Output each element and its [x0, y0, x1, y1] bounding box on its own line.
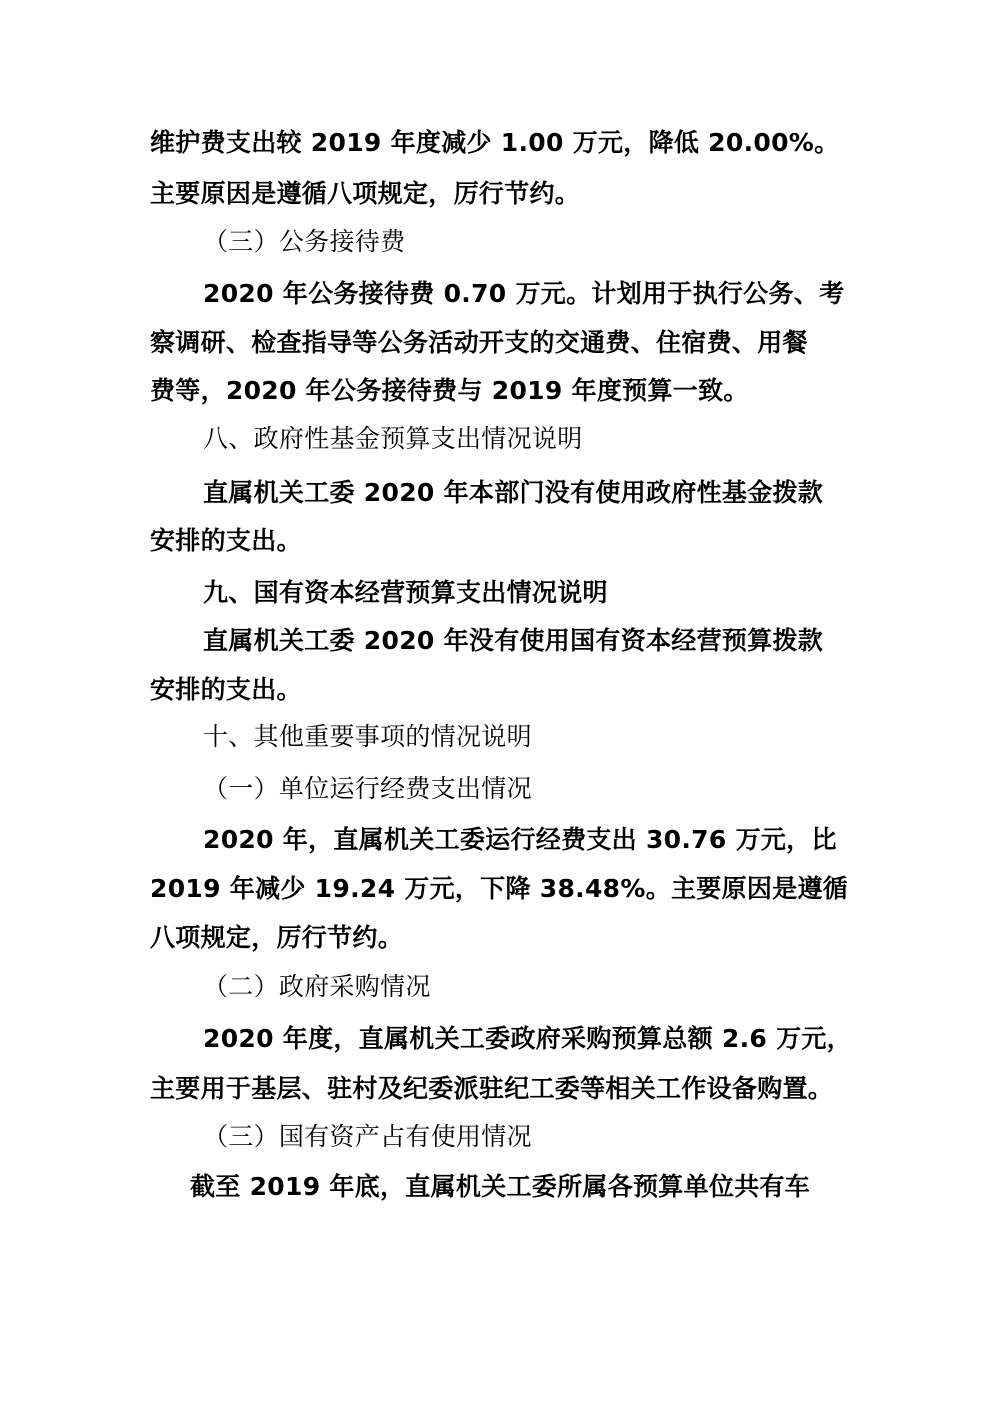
paragraph-line: 维护费支出较 2019 年度减少 1.00 万元，降低 20.00%。 [150, 128, 840, 157]
section-heading: （二）政府采购情况 [203, 972, 431, 1001]
section-heading: （三）公务接待费 [203, 227, 406, 256]
paragraph-line: 直属机关工委 2020 年本部门没有使用政府性基金拨款 [203, 478, 824, 507]
paragraph-line: 2019 年减少 19.24 万元，下降 38.48%。主要原因是遵循 [150, 874, 849, 903]
paragraph-line: 2020 年，直属机关工委运行经费支出 30.76 万元，比 [203, 825, 837, 854]
paragraph-line: 费等，2020 年公务接待费与 2019 年度预算一致。 [150, 376, 749, 405]
paragraph-line: 察调研、检查指导等公务活动开支的交通费、住宿费、用餐 [150, 328, 808, 357]
section-heading: （三）国有资产占有使用情况 [203, 1122, 532, 1151]
paragraph-line: 主要用于基层、驻村及纪委派驻纪工委等相关工作设备购置。 [150, 1074, 834, 1103]
paragraph-line: 安排的支出。 [150, 675, 302, 704]
paragraph-line: 2020 年公务接待费 0.70 万元。计划用于执行公务、考 [203, 279, 845, 308]
section-heading: 九、国有资本经营预算支出情况说明 [203, 578, 608, 607]
paragraph-line: 直属机关工委 2020 年没有使用国有资本经营预算拨款 [203, 626, 824, 655]
paragraph-line: 安排的支出。 [150, 526, 302, 555]
section-heading: 八、政府性基金预算支出情况说明 [203, 424, 583, 453]
paragraph-line: 主要原因是遵循八项规定，厉行节约。 [150, 179, 581, 208]
section-heading: 十、其他重要事项的情况说明 [203, 722, 532, 751]
section-heading: （一）单位运行经费支出情况 [203, 774, 532, 803]
paragraph-line: 截至 2019 年底，直属机关工委所属各预算单位共有车 [190, 1172, 811, 1201]
paragraph-line: 八项规定，厉行节约。 [150, 923, 404, 952]
paragraph-line: 2020 年度，直属机关工委政府采购预算总额 2.6 万元， [203, 1024, 852, 1053]
